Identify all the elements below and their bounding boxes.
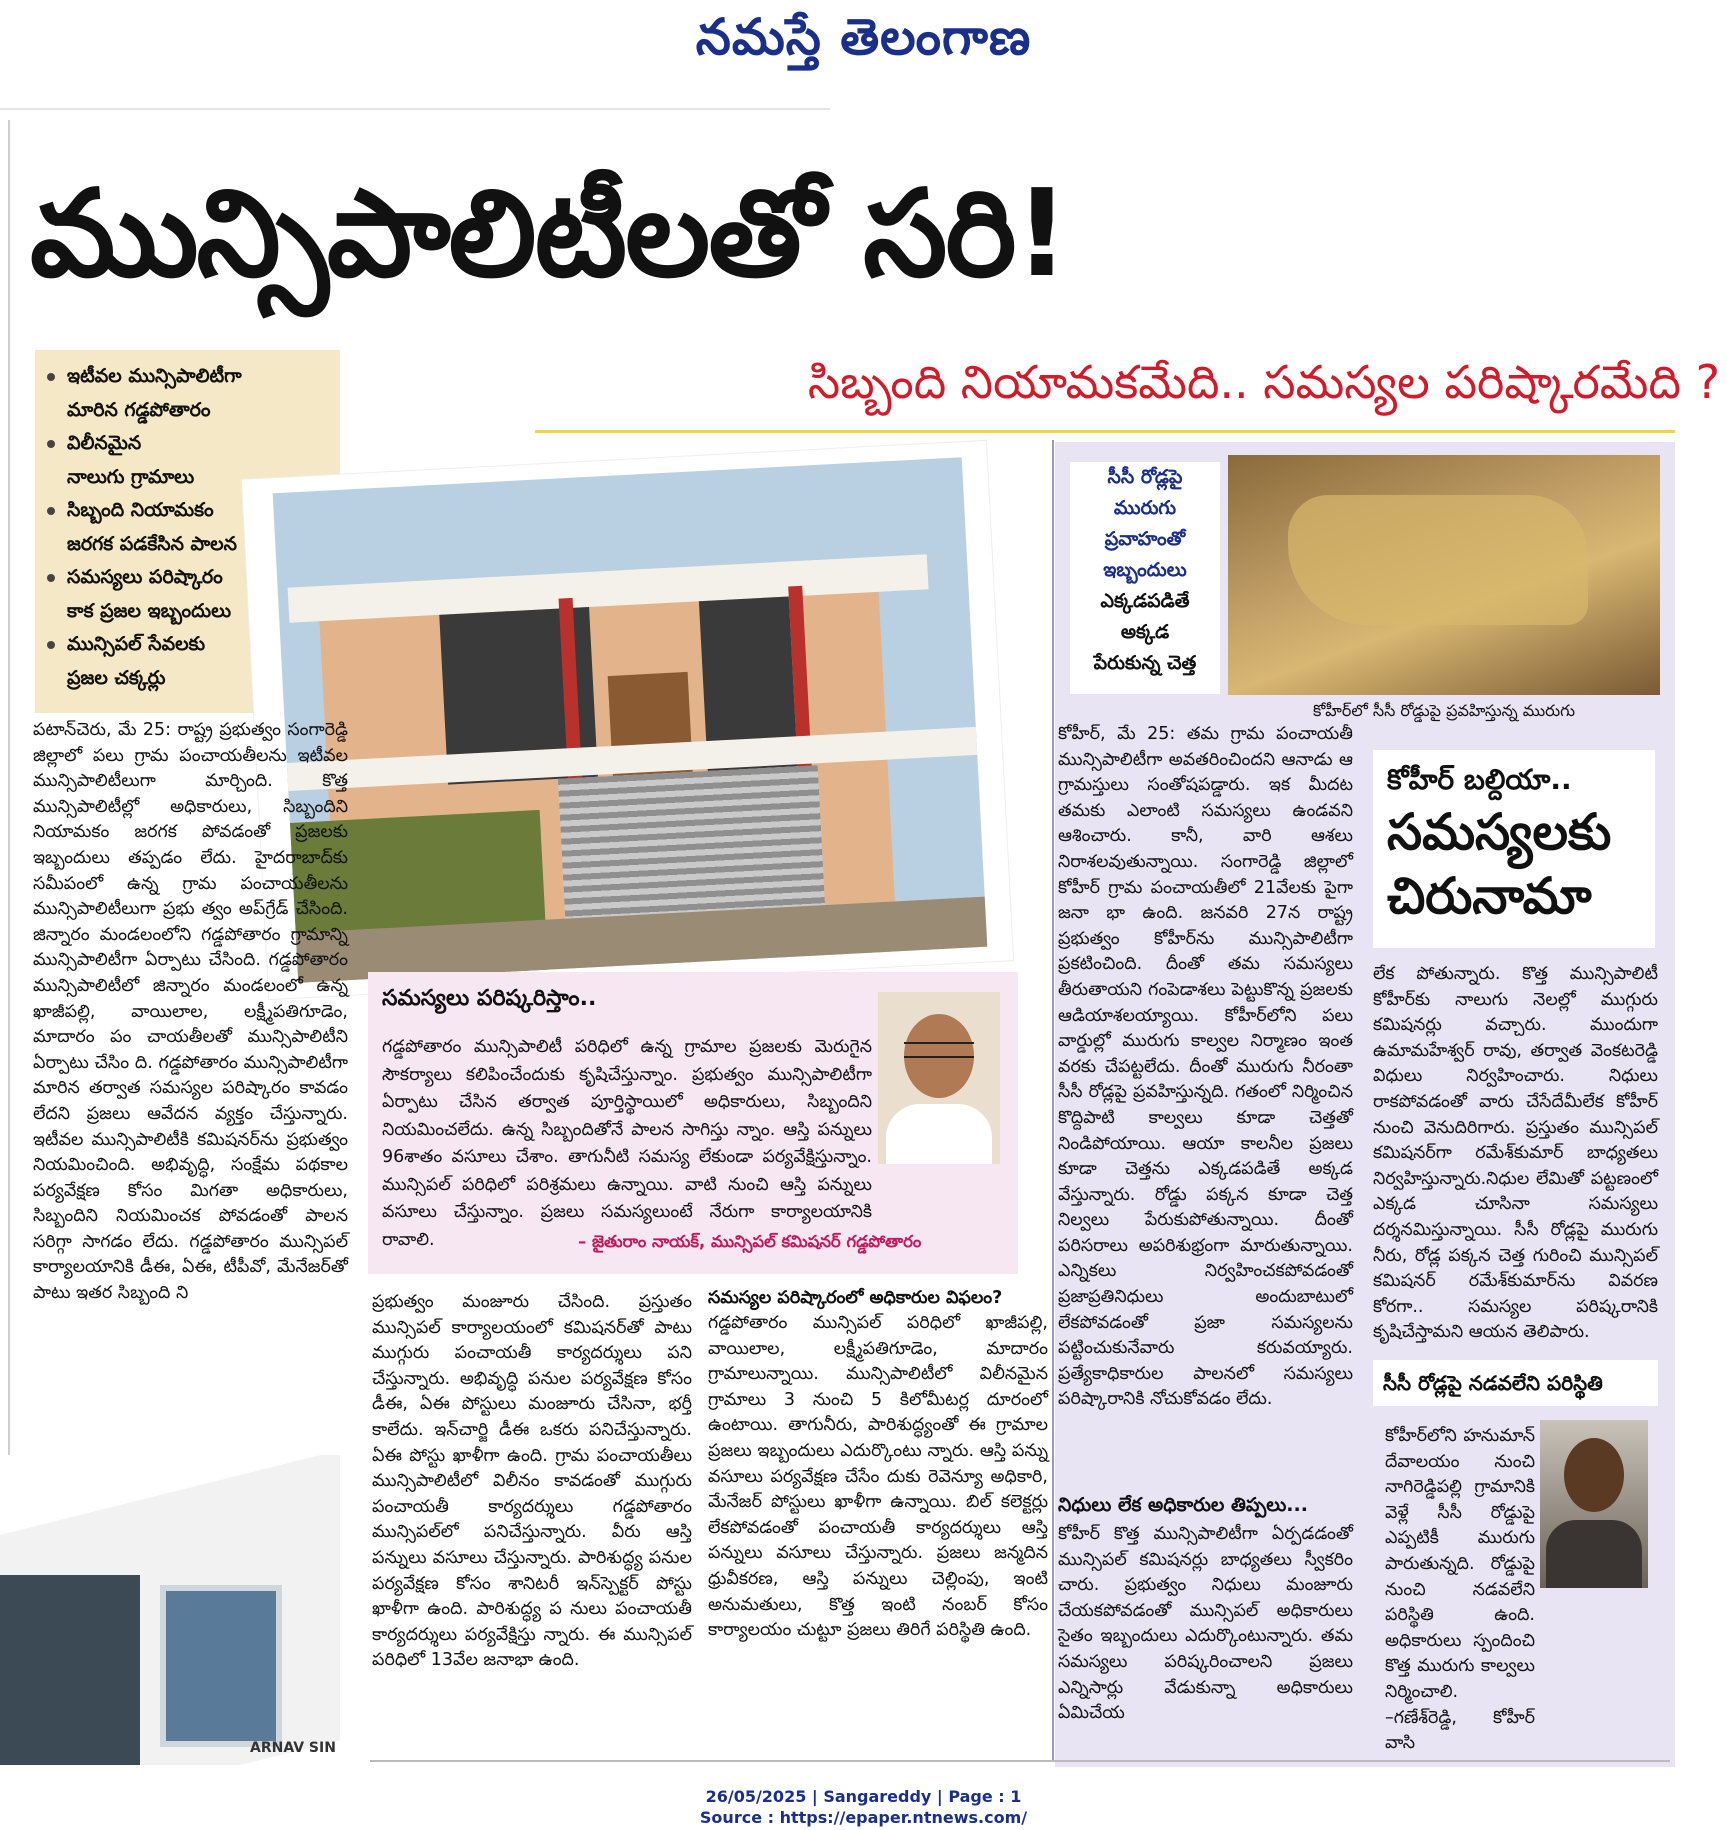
commissioner-quote-box [368,972,1018,1274]
highlight-item: జరగక పడకేసిన పాలన [67,532,237,555]
bullet-icon [47,507,55,515]
vehicle-shadow [0,1575,140,1765]
photo-highlight-box [1070,462,1220,694]
side-headline-big: చిరునామా [1387,867,1592,925]
side-headline-small: కోహీర్ బల్దియా.. [1387,763,1572,796]
highlight-black-line: పేరుకున్న చెత్త [1093,652,1197,674]
subheadline: సిబ్బంది నియామకమేది.. సమస్యల పరిష్కారమేది ? [807,355,1720,409]
sewage-road-photo [1228,455,1660,695]
bullet-icon [47,440,55,448]
highlight-blue-line: ప్రవాహంతో [1104,528,1186,550]
highlight-blue-line: ఇబ్బందులు [1103,559,1187,581]
page-footer [0,1786,1727,1828]
highlight-black-line: అక్కడ [1120,621,1170,643]
quote-attribution: – జైతురాం నాయక్, మున్సిపల్ కమిషనర్ గడ్డపోతారం [578,1232,922,1251]
highlight-item: సిబ్బంది నియామకం [35,494,340,528]
highlight-item: సమస్యలు పరిష్కారం [35,561,340,595]
highlight-item: నాలుగు గ్రామాలు [67,465,195,488]
highlight-item: మున్సిపల్ సేవలకు [35,628,340,662]
masthead: నమస్తే తెలంగాణ [695,8,1032,66]
highlight-item: ఇటీవల మున్సిపాలిటీగా [35,360,340,394]
bottom-rule [370,1760,1670,1762]
mid-column-2-heading: సమస్యల పరిష్కారంలో అధికారుల విఫలం? [708,1288,1003,1308]
commissioner-photo [878,992,1000,1164]
resident-attribution: –గణేశ్‌రెడ్డి, కోహీర్ వాసి [1385,1707,1535,1754]
mid-column-2-text: గడ్డపోతారం మున్సిపల్ పరిధిలో ఖాజీపల్లి, వాయిలాల, లక్ష్మీపతిగూడెం, మాదారం గ్రామాలున్నాయి. మున్సిపాలిటీలో విలీనమైన గ్రామాలు 3 నుంచి 5 కిలోమీటర్ల దూరంలో ఉంటాయి. తాగునీరు, పారిశుద్ధ్యంతో ఈ గ్రామాల ప్రజలు ఇబ్బందులు ఎదుర్కొంటు న్నారు. ఆస్తి పన్ను వసూలు పర్యవేక్షణ చేసేం దుకు రెవెన్యూ అధికారి, మేనేజర్ పోస్టులు ఖాళీగా ఉన్నాయి. బిల్ కలెక్టర్లు లేకపోవడంతో పంచాయతీ కార్యదర్శులు ఆస్తి పన్నులు వసూలు చేస్తున్నారు. ప్రజలు జన్మదిన ధ్రువీకరణ, ఆస్తి పన్నులు చెల్లింపు, ఇంటి అనుమతులు, కొత్త ఇంటి నంబర్ కోసం కార్యాలయం చుట్టూ ప్రజలు తిరిగే పరిస్థితి ఉంది. [708,1313,1048,1641]
mid-column-1-text: ప్రభుత్వం మంజూరు చేసింది. ప్రస్తుతం మున్సిపల్ కార్యాలయంలో కమిషనర్‌తో పాటు ముగ్గురు పంచాయతీ కార్యదర్శులు పని చేస్తున్నారు. అభివృద్ధి పనుల పర్యవేక్షణ కోసం డీఈ, ఏఈ పోస్టులు మంజూరు చేసినా, భర్తీ కాలేదు. ఇన్‌చార్జి డీఈ ఒకరు పనిచేస్తున్నారు. ఏఈ పోస్టు ఖాళీగా ఉంది. గ్రామ పంచాయతీలు మున్సిపాలిటీలో విలీనం కావడంతో ముగ్గురు పంచాయతీ కార్యదర్శులు గడ్డపోతారం మున్సిపల్‌లో పనిచేస్తున్నారు. వీరు ఆస్తి పన్నులు వసూలు చేస్తున్నారు. పారిశుద్ధ్య పనుల పర్యవేక్షణ కోసం శానిటరీ ఇన్‌స్పెక్టర్ పోస్టు ఖాళీగా ఉంది. పారిశుద్ధ్య ప నులు పంచాయతీ కార్యదర్శులు పర్యవేక్షిస్తు న్నారు. ఈ మున్సిపల్ పరిధిలో 13వేల జనాభా ఉంది. [372,1292,692,1671]
highlight-item: విలీనమైన [35,427,340,461]
vehicle-label: ARNAV SIN [250,1740,336,1756]
resident-photo [1540,1420,1648,1588]
municipal-office-photo [273,457,988,982]
side-headline-big: సమస్యలకు [1387,803,1612,861]
quote-text: గడ్డపోతారం మున్సిపాలిటీ పరిధిలో ఉన్న గ్రామాల ప్రజలకు మెరుగైన సౌకర్యాలు కలిపించేందుకు కృషిచేస్తున్నాం. ప్రభుత్వం మున్సిపాలిటీగా ఏర్పాటు చేసిన తర్వాత పూర్తిస్థాయిలో అధికారులు, సిబ్బందిని నియమించలేదు. ఉన్న సిబ్బందితోనే పాలన సాగిస్తు న్నాం. ఆస్తి పన్నులు 96శాతం వసూలు చేశాం. తాగునీటి సమస్య లేకుండా పర్యవేక్షిస్తున్నాం. మున్సిపల్ పరిధిలో పరిశ్రమలు ఉన్నాయి. వాటి నుంచి ఆస్తి పన్నులు వసూలు చేస్తున్నాం. ప్రజలు సమస్యలుంటే నేరుగా కార్యాలయానికి రావాలి. [382,1037,872,1250]
person-body [1546,1520,1642,1588]
right-section-rule [1052,440,1054,1760]
right-lower-text: కోహీర్ కొత్త మున్సిపాలిటీగా ఏర్పడడంతో మున్సిపల్ కమిషనర్లు బాధ్యతలు స్వీకరిం చారు. ప్రభుత్వం నిధులు మంజూరు చేయకపోవడంతో మున్సిపల్ అధికారులు సైతం ఇబ్బందులు ఎదుర్కొంటున్నారు. తమ సమస్యలు పరిష్కరించాలని ప్రజలు ఎన్నిసార్లు వేడుకున్నా అధికారులు ఏమిచేయ [1058,1524,1353,1724]
highlight-blue-line: సీసీ రోడ్లపై [1107,466,1183,488]
garbage-vehicle-photo [0,1455,345,1765]
footer-date-line: 26/05/2025 | Sangareddy | Page : 1 [705,1787,1022,1806]
resident-box-heading: సీసీ రోడ్లపై నడవలేని పరిస్థితి [1373,1360,1658,1406]
person-face [1564,1438,1624,1512]
highlight-item: కాక ప్రజల ఇబ్బందులు [67,599,232,622]
person-body [886,1104,992,1164]
highlight-item: మారిన గడ్డపోతారం [67,398,211,421]
masthead-rule [0,108,830,110]
glasses-shape [904,1042,974,1058]
footer-source-link[interactable]: Source : https://epaper.ntnews.com/ [699,1808,1028,1827]
mid-column-2 [708,1285,1048,1644]
vehicle-window [160,1585,282,1747]
right-column-text: కోహీర్, మే 25: తమ గ్రామ పంచాయతీ మున్సిపాలిటీగా అవతరించిందని ఆనాడు ఆ గ్రామస్తులు సంతోషపడ్డారు. ఇక మీదట తమకు ఎలాంటి సమస్యలు ఉండవని ఆశించారు. కానీ, వారి ఆశలు నిరాశలవుతున్నాయి. సంగారెడ్డి జిల్లాలో కోహీర్ గ్రామ పంచాయతీలో 21వేలకు పైగా జనా భా ఉంది. జనవరి 27న రాష్ట్ర ప్రభుత్వం కోహీర్‌ను మున్సిపాలిటీగా ప్రకటించింది. దీంతో తమ సమస్యలు తీరుతాయని గంపెడాశలు పెట్టుకొన్న ప్రజలకు ఆడియాశలయ్యాయి. కోహీర్‌లోని పలు వార్డుల్లో మురుగు కాల్వల నిర్మాణం ఇంత వరకు చేపట్టలేదు. దీంతో మురుగు నీరంతా సీసీ రోడ్లపై ప్రవహిస్తున్నది. గతంలో నిర్మించిన కొద్దిపాటి కాల్వలు కూడా చెత్తతో నిండిపోయాయి. ఆయా కాలనీల ప్రజలు కూడా చెత్తను ఎక్కడపడితే అక్కడ వేస్తున్నారు. రోడ్డు పక్కన కూడా చెత్త నిల్వలు పేరుకుపోతున్నాయి. దీంతో పరిసరాలు అపరిశుభ్రంగా మారుతున్నాయి. ఎన్నికలు నిర్వహించకపోవడంతో ప్రజాప్రతినిధులు అందుబాటులో లేకపోవడంతో ప్రజా సమస్యలను పట్టించుకునేవారు కరువయ్యారు. ప్రత్యేకాధికారుల పాలనలో సమస్యలు పరిష్కారానికి నోచుకోవడం లేదు. [1058,724,1353,1410]
highlight-blue-line: మురుగు [1113,497,1177,519]
bullet-icon [47,373,55,381]
bullet-icon [47,641,55,649]
resident-quote: కోహీర్‌లోని హనుమాన్ దేవాలయం నుంచి నాగిరెడ్డిపల్లి గ్రామానికి వెళ్లే సీసీ రోడ్డుపై ఎప్పటికీ మురుగు పారుతున్నది. రోడ్డుపై నుంచి నడవలేని పరిస్థితి ఉంది. అధికారులు స్పందించి కొత్త మురుగు కాల్వలు నిర్మించాలి. –గణేశ్‌రెడ్డి, కోహీర్ వాసి [1385,1424,1535,1757]
quote-title: సమస్యలు పరిష్కరిస్తాం.. [382,986,597,1011]
headline: మున్సిపాలిటీలతో సరి! [30,165,1068,304]
highlight-item: ప్రజల చక్కర్లు [67,666,166,689]
far-right-column-text: లేక పోతున్నారు. కొత్త మున్సిపాలిటీ కోహీర్‌కు నాలుగు నెలల్లో ముగ్గురు కమిషనర్లు వచ్చారు. ముందుగా ఉమామహేశ్వర్ రావు, తర్వాత వెంకటరెడ్డి విధులు నిర్వహించారు. నిధులు రాకపోవడంతో వారు చేసేదేమీలేక కోహీర్ నుంచి వెనుదిరిగారు. ప్రస్తుతం మున్సిపల్ కమిషనర్‌గా రమేశ్‌కుమార్ బాధ్యతలు నిర్వహిస్తున్నారు.నిధుల లేమితో పట్టణంలో ఎక్కడ చూసినా సమస్యలు దర్శనమిస్తున్నాయి. సీసీ రోడ్లపై మురుగు నీరు, రోడ్ల పక్కన చెత్త గురించి మున్సిపల్ కమిషనర్ రమేశ్‌కుమార్‌ను వివరణ కోరగా.. సమస్యల పరిష్కరానికి కృషిచేస్తామని ఆయన తెలిపారు. [1373,964,1658,1343]
side-headline-box [1373,750,1655,948]
bullet-icon [47,574,55,582]
highlight-black-line: ఎక్కడపడితే [1100,590,1190,612]
sewage-photo-caption: కోహీర్‌లో సీసీ రోడ్డుపై ప్రవహిస్తున్న మురుగు [1312,701,1576,720]
puddle-shape [1288,495,1588,625]
right-lower-heading: నిధులు లేక అధికారుల తిప్పలు... [1058,1494,1308,1516]
subheadline-rule [535,430,1675,433]
left-column-text: పటాన్‌చెరు, మే 25: రాష్ట్ర ప్రభుత్వం సంగారెడ్డి జిల్లాలో పలు గ్రామ పంచాయతీలను ఇటీవల మున్సిపాలిటీలుగా మార్చింది. కొత్త మున్సిపాలిటీల్లో అధికారులు, సిబ్బందిని నియామకం జరగక పోవడంతో ప్రజలకు ఇబ్బందులు తప్పడం లేదు. హైదరాబాద్‌కు సమీపంలో ఉన్న గ్రామ పంచాయతీలను మున్సిపాలిటీలుగా ప్రభు త్వం అప్‌గ్రేడ్ చేసింది. జిన్నారం మండలంలోని గడ్డపోతారం గ్రామాన్ని మున్సిపాలిటీగా ఏర్పాటు చేసింది. గడ్డపోతారం మున్సిపాలిటీలో జిన్నారం మండలంలో ఉన్న ఖాజీపల్లి, వాయిలాల, లక్ష్మీపతిగూడెం, మాదారం పం చాయతీలతో మున్సిపాలిటీని ఏర్పాటు చేసిం ది. గడ్డపోతారం మున్సిపాలిటీగా మారిన తర్వాత సమస్యల పరిష్కారం కావడం లేదని ప్రజలు ఆవేదన వ్యక్తం చేస్తున్నారు. ఇటీవల మున్సిపాలిటీకి కమిషనర్‌ను ప్రభుత్వం నియమించింది. అభివృద్ధి, సంక్షేమ పథకాల పర్యవేక్షణ కోసం మిగతా అధికారులు, సిబ్బందిని నియమించక పోవడంతో పాలన సరిగ్గా సాగడం లేదు. గడ్డపోతారం మున్సిపల్ కార్యాలయానికి డీఈ, ఏఈ, టీపీవో, మేనేజర్‌తో పాటు ఇతర సిబ్బంది ని [33,720,348,1304]
